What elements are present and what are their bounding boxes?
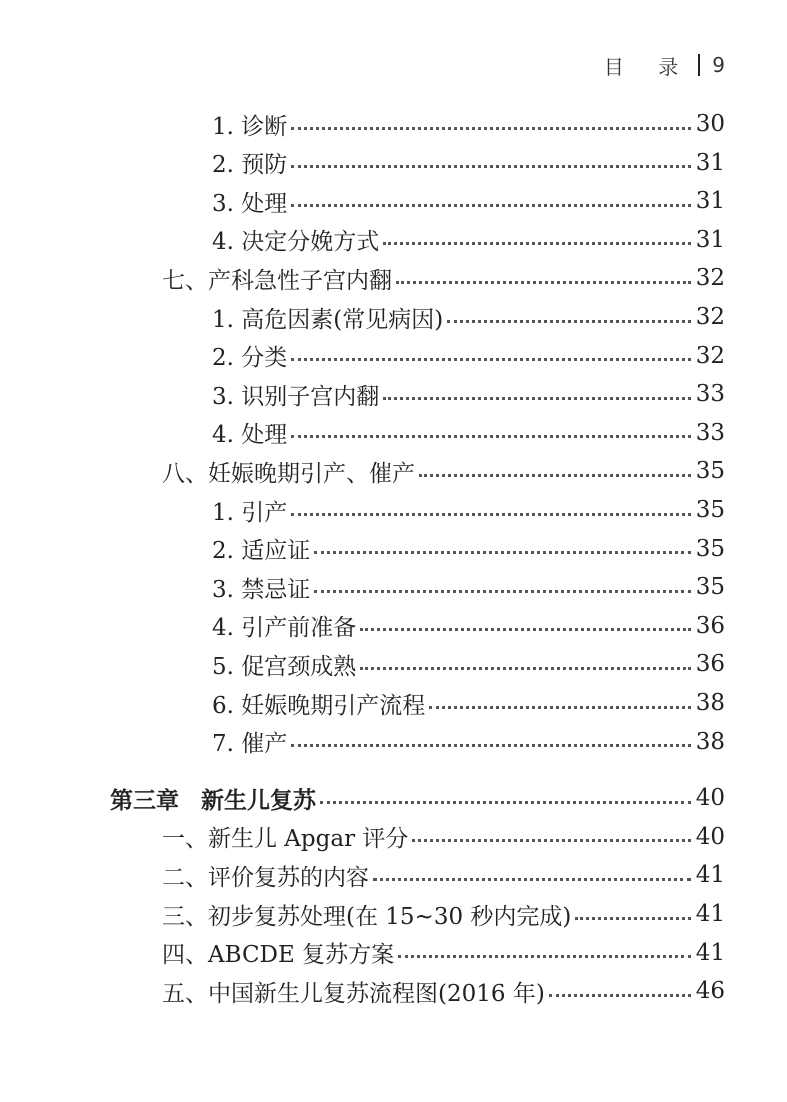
toc-entry-label: 四、ABCDE 复苏方案 (162, 942, 395, 969)
toc-entry[interactable] (0, 934, 787, 972)
chapter-number: 第三章 (110, 787, 179, 814)
toc-entry-body (0, 975, 725, 1008)
toc-entry-label: 1. 引产 (212, 499, 288, 526)
toc-entry-page: 36 (695, 651, 725, 678)
toc-entry-label: 4. 决定分娩方式 (212, 229, 380, 256)
dot-leader (314, 551, 691, 554)
toc-entry-page: 31 (695, 188, 725, 215)
toc-entry-body (0, 416, 725, 449)
toc-entry-body (0, 648, 725, 681)
toc-entry-body (0, 820, 725, 853)
toc-entry[interactable] (0, 530, 787, 568)
dot-leader (291, 127, 691, 130)
toc-entry[interactable] (0, 723, 787, 761)
dot-leader (314, 590, 691, 593)
toc-entry-label: 3. 禁忌证 (212, 576, 311, 603)
toc-entry-body (0, 301, 725, 334)
toc-entry-page: 41 (695, 862, 725, 889)
toc-entry-body (0, 859, 725, 892)
toc-entry-body (0, 108, 725, 141)
dot-leader (383, 242, 691, 245)
toc-entry-body (0, 687, 725, 720)
running-header (604, 52, 725, 78)
toc-entry-page: 33 (695, 419, 725, 446)
toc-entry[interactable] (0, 298, 787, 336)
page-number: 9 (712, 53, 725, 77)
toc-entry[interactable] (0, 895, 787, 933)
dot-leader (429, 706, 691, 709)
dot-leader (549, 994, 691, 997)
dot-leader (291, 358, 691, 361)
toc-entry-label: 五、中国新生儿复苏流程图(2016 年) (162, 980, 545, 1007)
toc-entry[interactable] (0, 972, 787, 1010)
toc-entry-label: 三、初步复苏处理(在 15~30 秒内完成) (162, 903, 572, 930)
toc-entry-page: 31 (695, 149, 725, 176)
toc-entry-label: 2. 适应证 (212, 538, 311, 565)
toc-entry-label: 1. 高危因素(常见病因) (212, 306, 444, 333)
toc-entry[interactable] (0, 568, 787, 606)
toc-entry[interactable] (0, 182, 787, 220)
dot-leader (419, 474, 691, 477)
toc-entry-label: 4. 处理 (212, 422, 288, 449)
dot-leader (360, 628, 691, 631)
toc-entry[interactable] (0, 607, 787, 645)
toc-entry-label: 7. 催产 (212, 731, 288, 758)
toc-entry-body (0, 494, 725, 527)
toc-entry-body (0, 378, 725, 411)
toc-entry-label: 6. 妊娠晚期引产流程 (212, 692, 426, 719)
toc-entry[interactable] (0, 337, 787, 375)
toc-entry-page: 32 (695, 265, 725, 292)
dot-leader (291, 204, 691, 207)
section-title: 目 录 (603, 54, 693, 79)
dot-leader (447, 320, 691, 323)
dot-leader (396, 281, 691, 284)
toc-entry-body (0, 609, 725, 642)
toc-entry-page: 30 (695, 111, 725, 137)
dot-leader (398, 955, 691, 958)
toc-entry-body (0, 455, 725, 488)
toc-entry-body (0, 185, 725, 218)
dot-leader (291, 165, 691, 168)
toc-entry-page: 41 (695, 901, 725, 927)
toc-entry[interactable] (0, 818, 787, 856)
toc-entry-body (0, 571, 725, 604)
chapter-title: 新生儿复苏 (201, 787, 316, 814)
toc-entry-label: 2. 预防 (212, 152, 288, 179)
toc-entry[interactable] (0, 452, 787, 490)
toc-entry-body (0, 223, 725, 256)
toc-entry-page: 35 (695, 535, 725, 562)
toc-entry-label: 3. 识别子宫内翻 (212, 383, 380, 410)
dot-leader (360, 667, 691, 670)
toc-entry-label: 二、评价复苏的内容 (162, 864, 369, 891)
toc-entry-page: 35 (695, 497, 725, 523)
toc-entry-page: 32 (695, 342, 725, 369)
toc-entry[interactable] (0, 375, 787, 413)
toc-entry[interactable] (0, 491, 787, 529)
toc-entry-page: 46 (695, 978, 725, 1005)
toc-entry-page: 32 (695, 304, 725, 330)
dot-leader (575, 917, 691, 920)
dot-leader (320, 801, 691, 804)
chapter-heading (110, 782, 316, 815)
toc-entry-body (0, 898, 725, 931)
toc-entry-page: 35 (695, 458, 725, 485)
toc-entry-page: 36 (695, 612, 725, 639)
dot-leader (412, 839, 691, 842)
toc-entry-label: 七、产科急性子宫内翻 (162, 267, 392, 294)
toc-entry-page: 31 (695, 226, 725, 253)
toc-entry-page: 41 (695, 939, 725, 966)
toc-entry[interactable] (0, 414, 787, 452)
toc-entry-body (0, 262, 725, 295)
toc-entry-body (0, 782, 725, 815)
toc-entry-label: 1. 诊断 (212, 113, 288, 140)
toc-entry[interactable] (0, 684, 787, 722)
toc-entry-page: 35 (695, 574, 725, 601)
dot-leader (291, 513, 691, 516)
toc-entry-body (0, 532, 725, 565)
toc-entry-label: 一、新生儿 Apgar 评分 (162, 826, 409, 853)
toc-entry-page: 40 (695, 823, 725, 850)
dot-leader (291, 435, 691, 438)
toc-entry-label: 5. 促宫颈成熟 (212, 653, 357, 680)
toc-entry-body (0, 936, 725, 969)
toc-entry[interactable] (0, 144, 787, 182)
toc-entry-body (0, 725, 725, 758)
dot-leader (373, 878, 691, 881)
toc-entry-label: 2. 分类 (212, 345, 288, 372)
toc-entry[interactable] (0, 645, 787, 683)
toc-entry-page: 38 (695, 728, 725, 755)
toc-entry[interactable] (0, 221, 787, 259)
toc-entry-label: 3. 处理 (212, 190, 288, 217)
toc-entry[interactable] (0, 856, 787, 894)
dot-leader (383, 397, 691, 400)
toc-entry[interactable] (0, 259, 787, 297)
toc-entry-page: 38 (695, 690, 725, 716)
toc-entry-page: 40 (695, 785, 725, 812)
toc-entry-page: 33 (695, 381, 725, 408)
toc-entry-label: 4. 引产前准备 (212, 615, 357, 642)
header-divider (698, 54, 700, 76)
toc-entry-body (0, 146, 725, 179)
toc-chapter-entry[interactable] (0, 779, 787, 817)
toc-entry-label: 八、妊娠晚期引产、催产 (162, 460, 415, 487)
toc-entry-body (0, 339, 725, 372)
toc-entry[interactable] (0, 105, 787, 143)
dot-leader (291, 744, 691, 747)
